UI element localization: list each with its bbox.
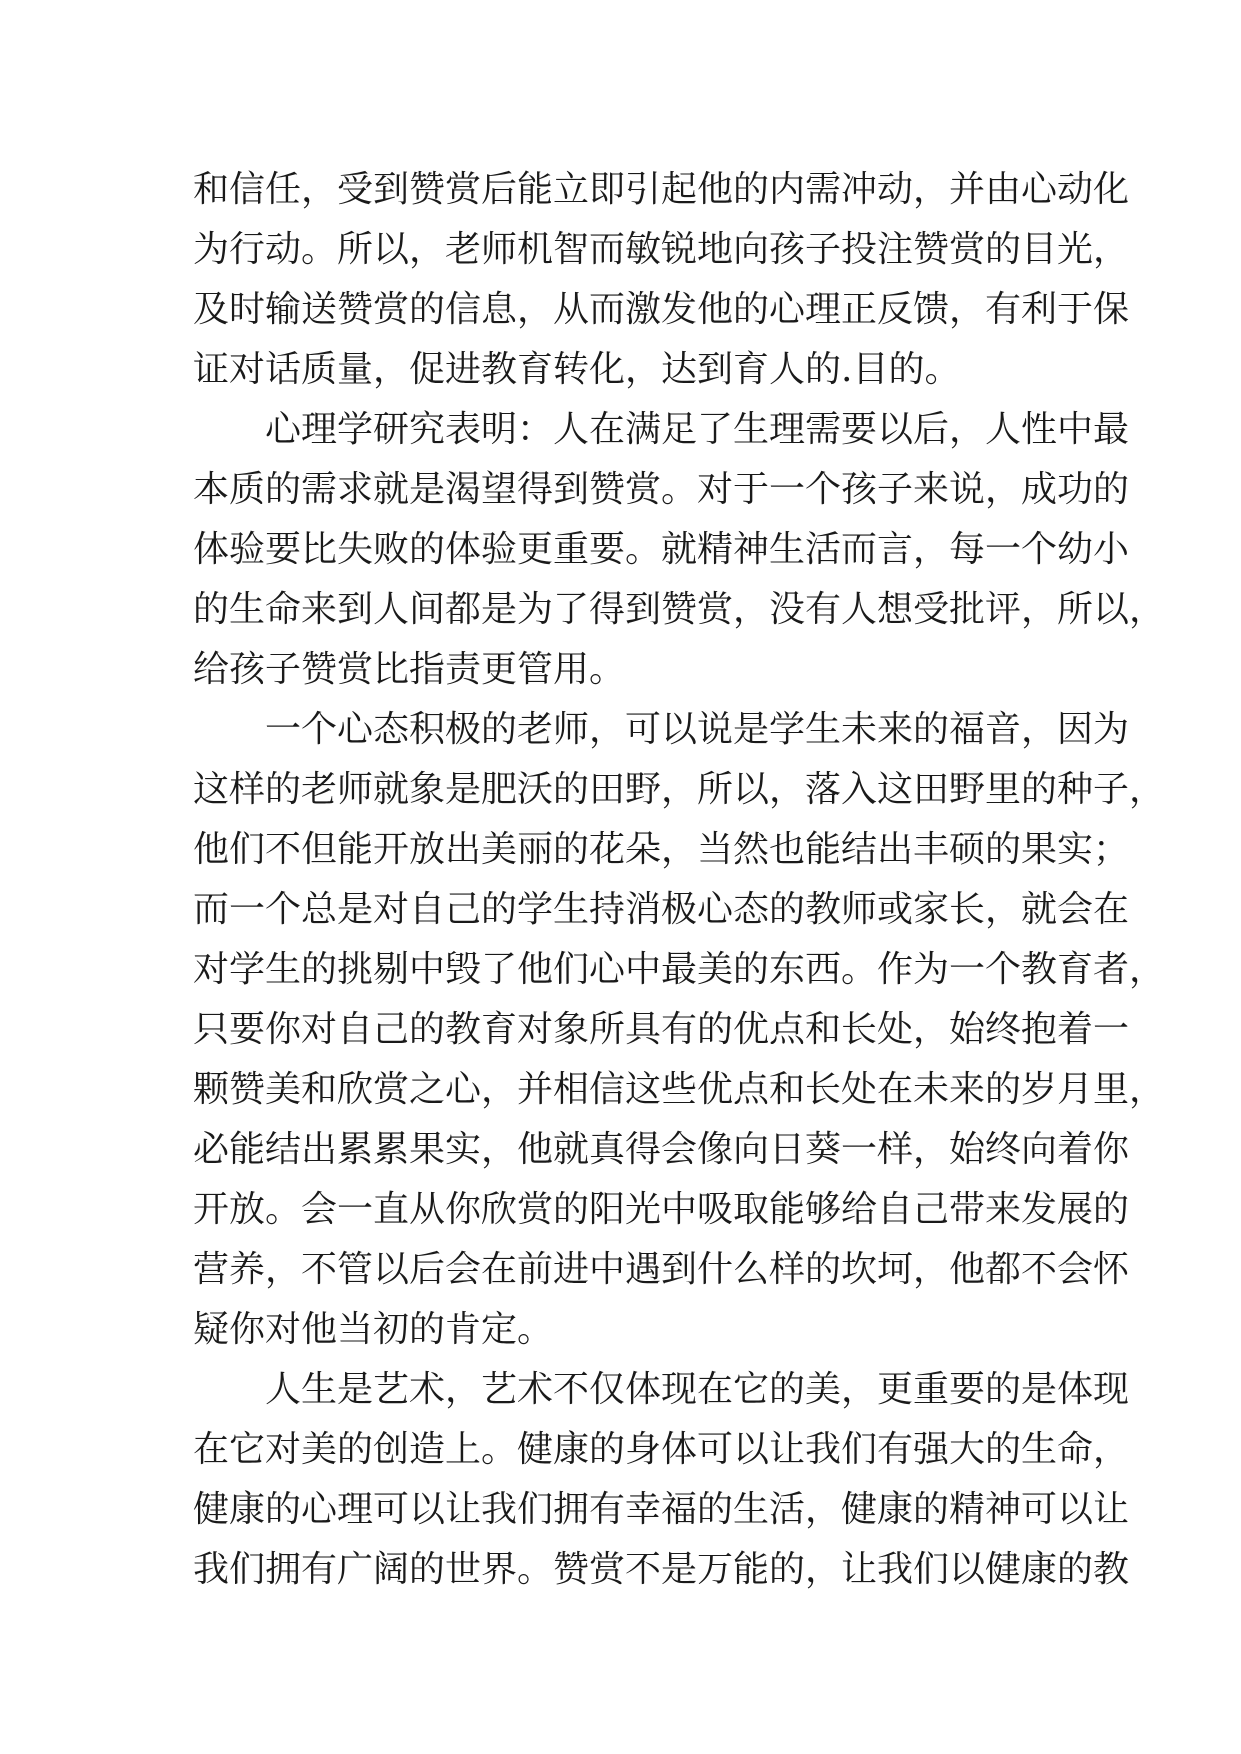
- document-body: [193, 160, 1166, 1600]
- text-line: 对学生的挑剔中毁了他们心中最美的东西。作为一个教育者，: [193, 949, 1166, 990]
- text-line: 人生是艺术，艺术不仅体现在它的美，更重要的是体现: [265, 1369, 1130, 1410]
- text-line: 这样的老师就象是肥沃的田野，所以，落入这田野里的种子，: [193, 769, 1166, 810]
- paragraph: [193, 700, 1166, 1360]
- text-line: 的生命来到人间都是为了得到赞赏，没有人想受批评，所以，: [193, 589, 1166, 630]
- text-line: 而一个总是对自己的学生持消极心态的教师或家长，就会在: [193, 889, 1130, 930]
- text-line: 心理学研究表明：人在满足了生理需要以后，人性中最: [265, 409, 1130, 450]
- text-line: 给孩子赞赏比指责更管用。: [193, 649, 626, 690]
- text-line: 疑你对他当初的肯定。: [193, 1309, 554, 1350]
- text-line: 开放。会一直从你欣赏的阳光中吸取能够给自己带来发展的: [193, 1189, 1130, 1230]
- paragraph: [193, 160, 1130, 400]
- text-line: 颗赞美和欣赏之心，并相信这些优点和长处在未来的岁月里，: [193, 1069, 1166, 1110]
- text-line: 体验要比失败的体验更重要。就精神生活而言，每一个幼小: [193, 529, 1130, 570]
- text-line: 我们拥有广阔的世界。赞赏不是万能的，让我们以健康的教: [193, 1549, 1130, 1590]
- text-line: 一个心态积极的老师，可以说是学生未来的福音，因为: [265, 709, 1130, 750]
- text-line: 营养，不管以后会在前进中遇到什么样的坎坷，他都不会怀: [193, 1249, 1130, 1290]
- text-line: 及时输送赞赏的信息，从而激发他的心理正反馈，有利于保: [193, 289, 1130, 330]
- text-line: 他们不但能开放出美丽的花朵，当然也能结出丰硕的果实；: [193, 829, 1130, 870]
- text-line: 证对话质量，促进教育转化，达到育人的.目的。: [193, 349, 961, 390]
- text-line: 和信任，受到赞赏后能立即引起他的内需冲动，并由心动化: [193, 169, 1130, 210]
- paragraph: [193, 400, 1166, 700]
- text-line: 必能结出累累果实，他就真得会像向日葵一样，始终向着你: [193, 1129, 1130, 1170]
- text-line: 健康的心理可以让我们拥有幸福的生活，健康的精神可以让: [193, 1489, 1130, 1530]
- paragraph: [193, 1360, 1130, 1600]
- text-line: 本质的需求就是渴望得到赞赏。对于一个孩子来说，成功的: [193, 469, 1130, 510]
- text-line: 在它对美的创造上。健康的身体可以让我们有强大的生命，: [193, 1429, 1130, 1470]
- text-line: 为行动。所以，老师机智而敏锐地向孩子投注赞赏的目光，: [193, 229, 1130, 270]
- text-line: 只要你对自己的教育对象所具有的优点和长处，始终抱着一: [193, 1009, 1130, 1050]
